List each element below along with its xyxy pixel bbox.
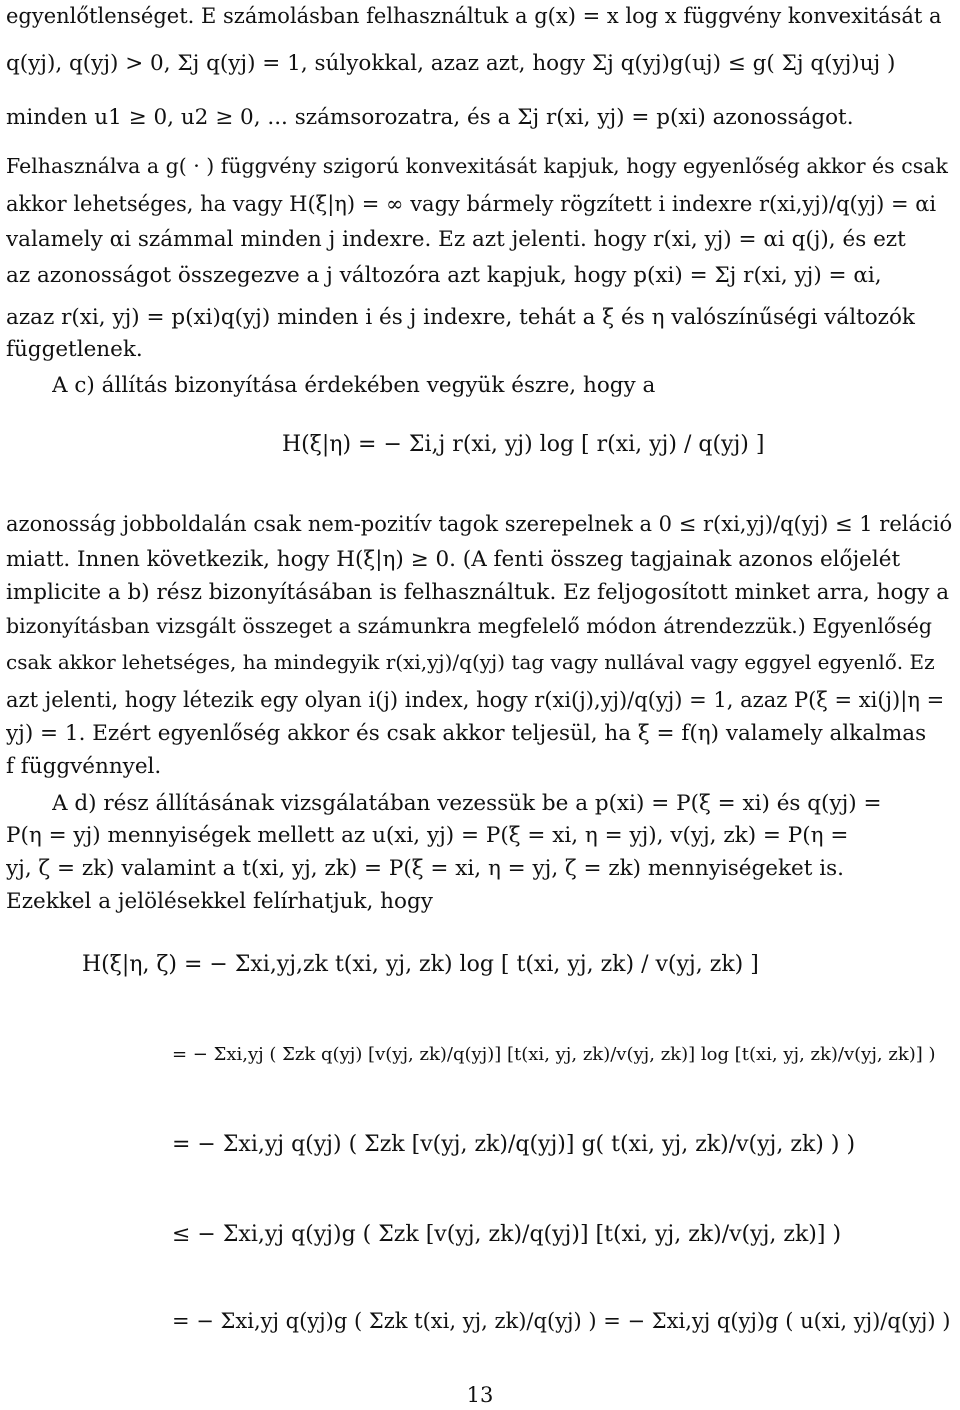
text-line-1: egyenlőtlenséget. E számolásban felhasználtuk a g(x) = x log x függvény konvexitását a bbox=[6, 4, 942, 28]
equation-line-1: H(ξ|η, ζ) = − Σxi,yj,zk t(xi, yj, zk) log [ t(xi, yj, zk) / v(yj, zk) ] bbox=[82, 952, 759, 977]
text-line-20: P(η = yj) mennyiségek mellett az u(xi, yj) = P(ξ = xi, η = yj), v(yj, zk) = P(η = bbox=[6, 823, 849, 848]
text-line-19: A d) rész állításának vizsgálatában vezessük be a p(xi) = P(ξ = xi) és q(yj) = bbox=[52, 791, 882, 816]
equation-line-4: ≤ − Σxi,yj q(yj)g ( Σzk [v(yj, zk)/q(yj)] [t(xi, yj, zk)/v(yj, zk)] ) bbox=[172, 1222, 842, 1247]
text-line-7: az azonosságot összegezve a j változóra azt kapjuk, hogy p(xi) = Σj r(xi, yj) = αi, bbox=[6, 263, 882, 288]
text-line-13: implicite a b) rész bizonyításában is felhasználtuk. Ez feljogosított minket arra, hogy a bbox=[6, 580, 950, 605]
equation-line-5: = − Σxi,yj q(yj)g ( Σzk t(xi, yj, zk)/q(yj) ) = − Σxi,yj q(yj)g ( u(xi, yj)/q(yj) ) bbox=[172, 1309, 951, 1333]
equation-line-2: = − Σxi,yj ( Σzk q(yj) [v(yj, zk)/q(yj)] [t(xi, yj, zk)/v(yj, zk)] log [t(xi, yj, zk)/v(yj, zk)] ) bbox=[172, 1044, 936, 1065]
page-number: 13 bbox=[466, 1383, 494, 1407]
equation-conditional-entropy: H(ξ|η) = − Σi,j r(xi, yj) log [ r(xi, yj) / q(yj) ] bbox=[282, 432, 765, 457]
text-line-2: q(yj), q(yj) > 0, Σj q(yj) = 1, súlyokkal, azaz azt, hogy Σj q(yj)g(uj) ≤ g( Σj q(yj)uj ) bbox=[6, 51, 896, 76]
text-line-5: akkor lehetséges, ha vagy H(ξ|η) = ∞ vagy bármely rögzített i indexre r(xi,yj)/q(yj) = αi bbox=[6, 192, 937, 216]
text-line-16: azt jelenti, hogy létezik egy olyan i(j) index, hogy r(xi(j),yj)/q(yj) = 1, azaz P(ξ = xi(j)|η = bbox=[6, 688, 945, 712]
text-line-15: csak akkor lehetséges, ha mindegyik r(xi,yj)/q(yj) tag vagy nullával vagy eggyel egyenlő. Ez bbox=[6, 650, 935, 674]
text-line-4: Felhasználva a g( · ) függvény szigorú konvexitását kapjuk, hogy egyenlőség akkor és csak bbox=[6, 154, 948, 178]
text-line-14: bizonyításban vizsgált összeget a számunkra megfelelő módon átrendezzük.) Egyenlőség bbox=[6, 614, 932, 638]
text-line-12: miatt. Innen következik, hogy H(ξ|η) ≥ 0. (A fenti összeg tagjainak azonos előjelét bbox=[6, 547, 901, 572]
text-line-18: f függvénnyel. bbox=[6, 754, 162, 779]
text-line-3: minden u1 ≥ 0, u2 ≥ 0, ... számsorozatra, és a Σj r(xi, yj) = p(xi) azonosságot. bbox=[6, 105, 854, 130]
text-line-6: valamely αi számmal minden j indexre. Ez azt jelenti. hogy r(xi, yj) = αi q(j), és ezt bbox=[6, 227, 906, 252]
text-line-21: yj, ζ = zk) valamint a t(xi, yj, zk) = P(ξ = xi, η = yj, ζ = zk) mennyiségeket is. bbox=[6, 856, 844, 881]
text-line-17: yj) = 1. Ezért egyenlőség akkor és csak akkor teljesül, ha ξ = f(η) valamely alkalmas bbox=[6, 721, 927, 746]
text-line-10: A c) állítás bizonyítása érdekében vegyük észre, hogy a bbox=[52, 373, 656, 398]
equation-line-3: = − Σxi,yj q(yj) ( Σzk [v(yj, zk)/q(yj)] g( t(xi, yj, zk)/v(yj, zk) ) ) bbox=[172, 1132, 856, 1157]
text-line-11: azonosság jobboldalán csak nem-pozitív tagok szerepelnek a 0 ≤ r(xi,yj)/q(yj) ≤ 1 reláció bbox=[6, 512, 953, 536]
text-line-8: azaz r(xi, yj) = p(xi)q(yj) minden i és j indexre, tehát a ξ és η valószínűségi változók bbox=[6, 305, 915, 330]
text-line-22: Ezekkel a jelölésekkel felírhatjuk, hogy bbox=[6, 889, 433, 914]
text-line-9: függetlenek. bbox=[6, 337, 143, 362]
